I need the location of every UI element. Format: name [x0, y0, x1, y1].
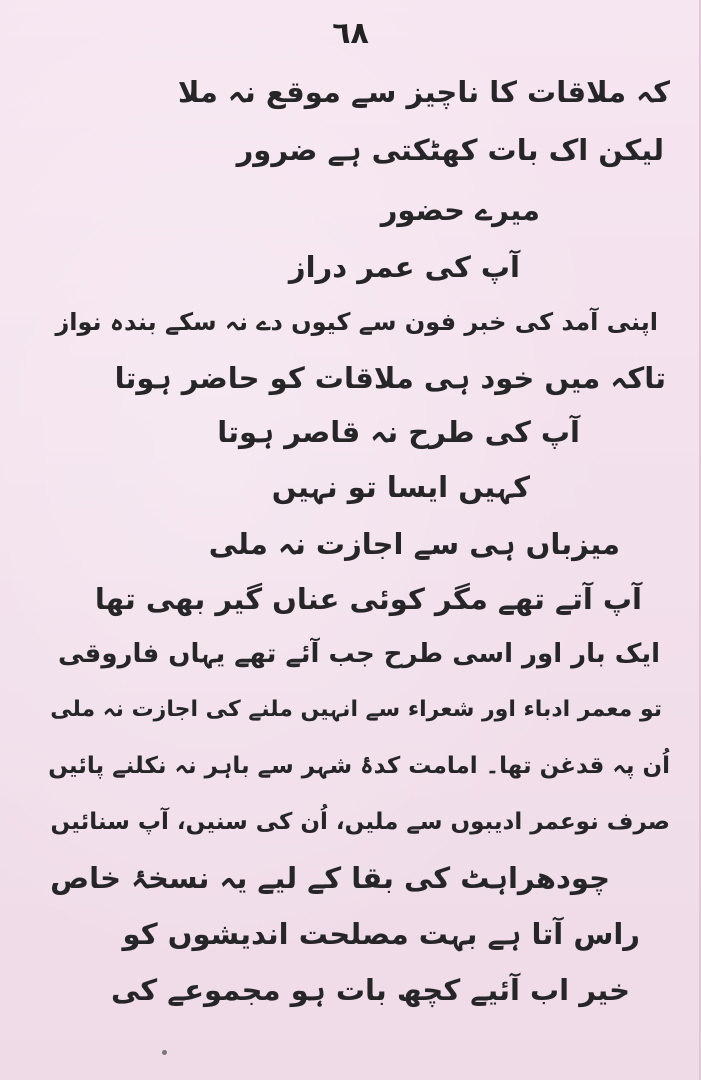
- poem-line: تو معمر ادباء اور شعراء سے انہیں ملنے کی اجازت نہ ملی: [50, 697, 662, 722]
- ink-speck: [162, 1050, 167, 1055]
- poem-line: آپ کی طرح نہ قاصر ہوتا: [217, 415, 580, 449]
- poem-line: چودھراہٹ کی بقا کے لیے یہ نسخۂ خاص: [50, 861, 610, 895]
- page-number: ٦٨: [332, 16, 369, 51]
- poem-line: ایک بار اور اسی طرح جب آئے تھے یہاں فاروقی: [57, 639, 660, 669]
- poem-line: کہیں ایسا تو نہیں: [271, 470, 530, 504]
- poem-line: کہ ملاقات کا ناچیز سے موقع نہ ملا: [177, 75, 670, 109]
- poem-line: اُن پہ قدغن تھا۔ امامت کدۂ شہر سے باہر نہ نکلنے پائیں: [48, 753, 670, 779]
- poem-line: لیکن اک بات کھٹکتی ہے ضرور: [236, 133, 664, 167]
- poem-line: صرف نوعمر ادیبوں سے ملیں، اُن کی سنیں، آپ سنائیں: [50, 809, 670, 835]
- poem-line: راس آتا ہے بہت مصلحت اندیشوں کو: [122, 917, 640, 951]
- poem-line: تاکہ میں خود ہی ملاقات کو حاضر ہوتا: [114, 361, 666, 395]
- poem-line: میزباں ہی سے اجازت نہ ملی: [208, 527, 620, 561]
- poem-line: اپنی آمد کی خبر فون سے کیوں دے نہ سکے بندہ نواز: [55, 308, 658, 336]
- poem-line: آپ آتے تھے مگر کوئی عناں گیر بھی تھا: [94, 582, 642, 616]
- poem-line: خیر اب آئیے کچھ بات ہو مجموعے کی: [110, 973, 630, 1007]
- poem-line: آپ کی عمر دراز: [288, 250, 520, 284]
- poem-line: میرے حضور: [380, 193, 540, 227]
